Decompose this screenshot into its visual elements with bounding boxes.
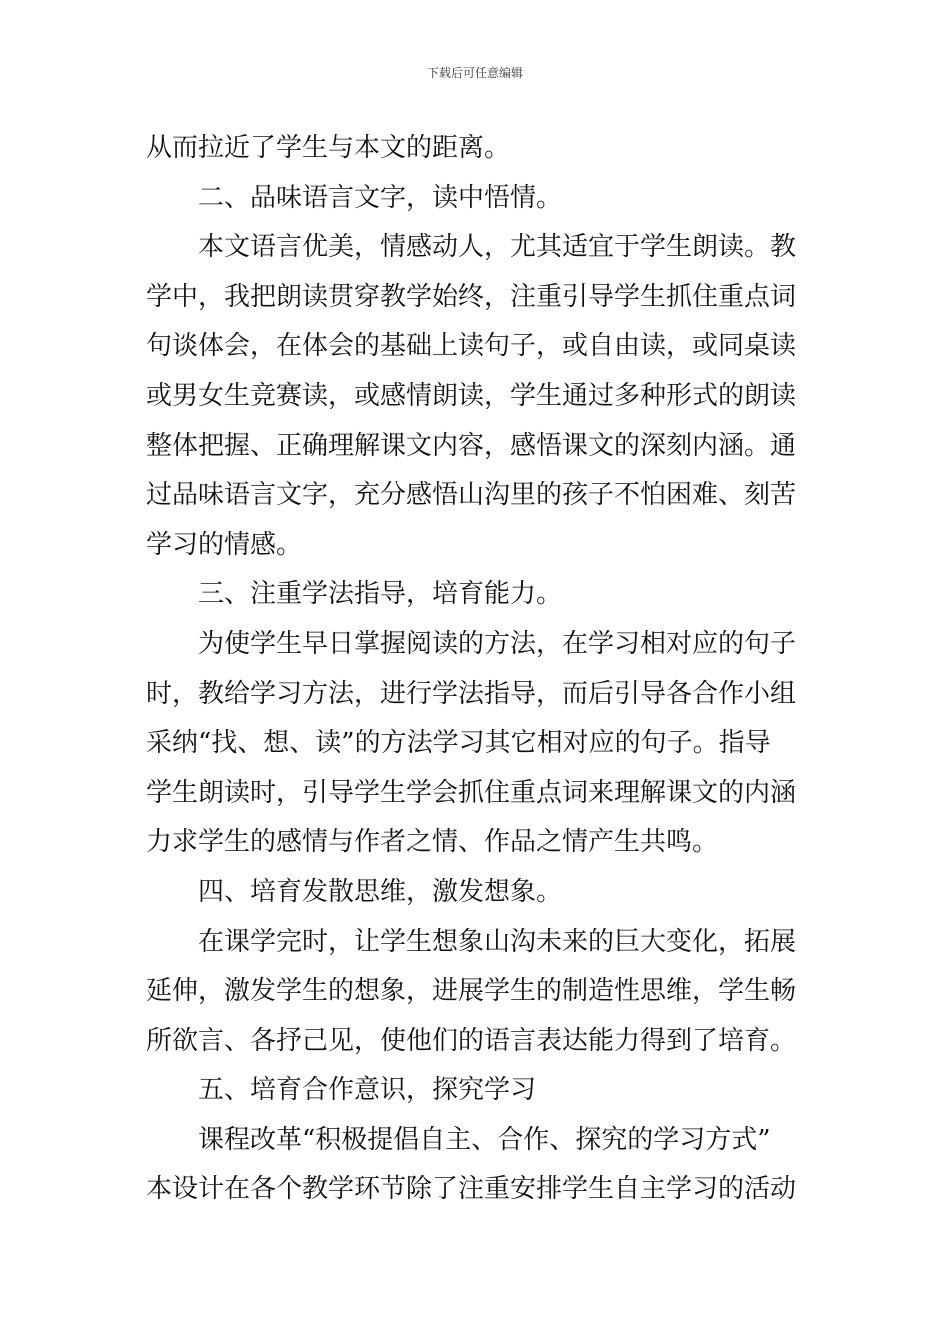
text-line: 二、品味语言文字，读中悟情。 <box>198 182 563 213</box>
text-line: 四、培育发散思维，激发想象。 <box>198 876 563 907</box>
text-line: 为使学生早日掌握阅读的方法，在学习相对应的句子 <box>198 628 797 659</box>
text-line: 在课学完时，让学生想象山沟未来的巨大变化，拓展 <box>198 926 797 957</box>
text-line: 力求学生的感情与作者之情、作品之情产生共鸣。 <box>146 827 719 858</box>
text-line: 学习的情感。 <box>146 529 303 560</box>
page-header: 下载后可任意编辑 <box>426 66 523 80</box>
text-line: 句谈体会，在体会的基础上读句子，或自由读，或同桌读 <box>146 331 797 362</box>
text-line: 所欲言、各抒己见，使他们的语言表达能力得到了培育。 <box>146 1025 797 1056</box>
text-line: 延伸，激发学生的想象，进展学生的制造性思维，学生畅 <box>146 976 797 1007</box>
text-line: 三、注重学法指导，培育能力。 <box>198 579 563 610</box>
text-line: 时，教给学习方法，进行学法指导，而后引导各合作小组 <box>146 678 797 709</box>
text-line: 从而拉近了学生与本文的距离。 <box>146 133 511 163</box>
text-line: 学生朗读时，引导学生学会抓住重点词来理解课文的内涵 <box>146 777 797 808</box>
text-line: 课程改革“积极提倡自主、合作、探究的学习方式” <box>198 1124 771 1155</box>
text-line: 整体把握、正确理解课文内容，感悟课文的深刻内涵。通 <box>146 430 797 461</box>
text-line: 学中，我把朗读贯穿教学始终，注重引导学生抓住重点词 <box>146 281 797 312</box>
text-line: 过品味语言文字，充分感悟山沟里的孩子不怕困难、刻苦 <box>146 480 797 511</box>
text-line: 本文语言优美，情感动人，尤其适宜于学生朗读。教 <box>198 232 797 263</box>
text-line: 五、培育合作意识，探究学习 <box>198 1075 537 1106</box>
text-line: 本设计在各个教学环节除了注重安排学生自主学习的活动 <box>146 1174 797 1205</box>
document-body <box>146 124 808 1215</box>
text-line: 或男女生竞赛读，或感情朗读，学生通过多种形式的朗读 <box>146 380 797 411</box>
text-line: 采纳“找、想、读”的方法学习其它相对应的句子。指导 <box>146 728 771 759</box>
